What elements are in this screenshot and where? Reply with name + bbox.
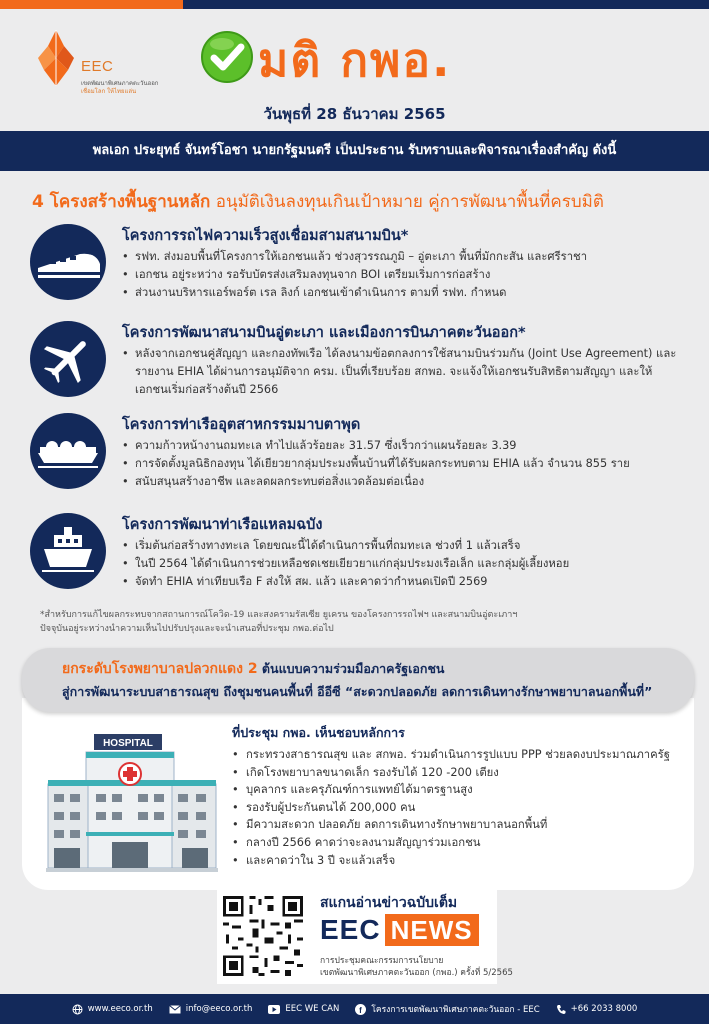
list-item: • รองรับผู้ประกันตนได้ 200,000 คน <box>232 799 670 817</box>
mail-icon <box>169 1005 181 1014</box>
page-title: มติ กพอ. <box>258 33 452 87</box>
footer-facebook[interactable] <box>355 1002 539 1016</box>
hospital-headline-line2: สู่การพัฒนาระบบสาธารณสุข ถึงชุมชนคนพื้นที่ อีอีซี “สะดวกปลอดภัย ลดการเดินทางรักษาพยาบาลนอกพื้นที่” <box>62 684 653 699</box>
eec-logo <box>34 28 159 98</box>
list-item: • เอกชน อยู่ระหว่าง รอรับบัตรส่งเสริมลงทุนจาก BOI เตรียมเริ่มการก่อสร้าง <box>122 266 682 284</box>
footer-text: www.eeco.or.th <box>87 1004 153 1014</box>
footnote-line: ปัจจุบันอยู่ระหว่างนำความเห็นไปปรับปรุงและจะนำเสนอที่ประชุม กพอ.ต่อไป <box>40 624 334 634</box>
logo-subtitle: เขตพัฒนาพิเศษภาคตะวันออก <box>81 80 159 87</box>
footer-text: EEC WE CAN <box>285 1004 340 1014</box>
chair-banner: พลเอก ประยุทธ์ จันทร์โอชา นายกรัฐมนตรี เป็นประธาน รับทราบและพิจารณาเรื่องสำคัญ ดังนี้ <box>0 131 709 171</box>
hospital-headline-navy: ต้นแบบความร่วมมือภาครัฐเอกชน <box>257 661 445 676</box>
list-item: • กลางปี 2566 คาดว่าจะลงนามสัญญาร่วมเอกชน <box>232 834 670 852</box>
meeting-line-2: เขตพัฒนาพิเศษภาคตะวันออก (กพอ.) ครั้งที่ 5/2565 <box>320 968 513 978</box>
list-item: • การจัดตั้งมูลนิธิกองทุน ได้เยียวยากลุ่มประมงพื้นบ้านที่ได้รับผลกระทบตาม EHIA แล้ว จำนวน 855 ราย <box>122 455 682 473</box>
footer-contact-bar <box>0 994 709 1024</box>
list-item: • สนับสนุนสร้างอาชีพ และลดผลกระทบต่อสิ่งแวดล้อมต่อเนื่อง <box>122 473 682 491</box>
hospital-points <box>232 723 670 869</box>
footer-video[interactable] <box>268 1004 339 1014</box>
project-items <box>122 248 682 302</box>
list-item: • จัดทำ EHIA ท่าเทียบเรือ F ส่งให้ สผ. แล้ว และคาดว่ากำหนดเปิดปี 2569 <box>122 573 682 591</box>
logo-tagline: เชื่อมโลก ให้ไทยแล่น <box>81 88 137 95</box>
list-item: • ความก้าวหน้างานถมทะเล ทำไปแล้วร้อยละ 31.57 ซึ่งเร็วกว่าแผนร้อยละ 3.39 <box>122 437 682 455</box>
project-title: โครงการพัฒนาท่าเรือแหลมฉบัง <box>122 517 323 533</box>
phone-icon <box>556 1004 566 1015</box>
svg-text:f: f <box>359 1005 363 1015</box>
footer-email[interactable] <box>169 1004 253 1014</box>
list-item: • บุคลากร และครุภัณฑ์การแพทย์ได้มาตรฐานสูง <box>232 781 670 799</box>
eec-news-logo <box>320 914 479 946</box>
section-heading-bold: 4 โครงสร้างพื้นฐานหลัก <box>32 192 211 212</box>
list-item: • ส่วนงานบริหารแอร์พอร์ต เรล ลิงก์ เอกชนเข้าดำเนินการ ตามที่ รฟท. กำหนด <box>122 284 682 302</box>
project-title: โครงการรถไฟความเร็วสูงเชื่อมสามสนามบิน* <box>122 228 409 244</box>
list-item: • มีความสะดวก ปลอดภัย ลดการเดินทางรักษาพยาบาลนอกพื้นที่ <box>232 816 670 834</box>
list-item: • หลังจากเอกชนคู่สัญญา และกองทัพเรือ ได้ลงนามข้อตกลงการใช้สนามบินร่วมกัน (Joint Use Agreement) และรายงาน EHIA ได้ผ่านการอนุมัติจาก ครม. เป็นที่เรียบร้อย สกพอ. จะแจ้งให้เอกชนรับสิทธิตามสัญญา และให้เอกชนเริ่มก่อสร้างต้นปี 2566 <box>122 345 682 399</box>
footer-text: +66 2033 8000 <box>570 1004 638 1014</box>
list-item: • และคาดว่าใน 3 ปี จะแล้วเสร็จ <box>232 852 670 870</box>
project-title: โครงการพัฒนาสนามบินอู่ตะเภา และเมืองการบินภาคตะวันออก* <box>122 325 526 341</box>
meeting-date: วันพุธที่ 28 ธันวาคม 2565 <box>263 105 446 123</box>
top-accent-bar <box>0 0 709 9</box>
news-brand-eec: EEC <box>320 914 381 945</box>
logo-text: EEC <box>81 58 114 75</box>
list-item: • รฟท. ส่งมอบพื้นที่โครงการให้เอกชนแล้ว ช่วงสุวรรณภูมิ – อู่ตะเภา พื้นที่มักกะสัน และศรีราชา <box>122 248 682 266</box>
footer-text: โครงการเขตพัฒนาพิเศษภาคตะวันออก - EEC <box>371 1005 540 1015</box>
news-brand-news: NEWS <box>385 914 479 946</box>
train-icon <box>30 224 106 300</box>
footer-phone[interactable] <box>556 1004 638 1015</box>
list-item: • กระทรวงสาธารณสุข และ สกพอ. ร่วมดำเนินการรูปแบบ PPP ช่วยลดงบประมาณภาครัฐ <box>232 746 670 764</box>
check-circle-icon <box>200 30 254 84</box>
footer-text: info@eeco.or.th <box>185 1004 253 1014</box>
facebook-icon <box>355 1004 366 1015</box>
project-items <box>122 537 682 591</box>
hospital-headline-box <box>22 648 694 712</box>
lng-ship-icon <box>30 413 106 489</box>
footnote-line: *สำหรับการแก้ไขผลกระทบจากสถานการณ์โควิด-19 และสงครามรัสเซีย ยูเครน ของโครงการรถไฟฯ และสนามบินอู่ตะเภาฯ <box>40 610 518 620</box>
qr-code-icon[interactable] <box>220 893 306 979</box>
project-items <box>122 437 682 491</box>
hospital-sign: HOSPITAL <box>103 738 153 749</box>
meeting-line-1: การประชุมคณะกรรมการนโยบาย <box>320 956 444 966</box>
airplane-icon <box>30 321 106 397</box>
project-items <box>122 345 682 399</box>
footer-website[interactable] <box>72 1004 153 1015</box>
list-item: • ในปี 2564 ได้ดำเนินการช่วยเหลือชดเชยเยียวยาแก่กลุ่มประมงเรือเล็ก และกลุ่มผู้เลี้ยงหอย <box>122 555 682 573</box>
hospital-points-title: ที่ประชุม กพอ. เห็นชอบหลักการ <box>232 725 405 740</box>
list-item: • เกิดโรงพยาบาลขนาดเล็ก รองรับได้ 120 -200 เตียง <box>232 764 670 782</box>
list-item: • เริ่มต้นก่อสร้างทางทะเล โดยขณะนี้ได้ดำเนินการพื้นที่ถมทะเล ช่วงที่ 1 แล้วเสร็จ <box>122 537 682 555</box>
hospital-headline-orange: ยกระดับโรงพยาบาลปลวกแดง 2 <box>62 661 258 677</box>
footnote <box>40 608 680 636</box>
section-heading-rest: อนุมัติเงินลงทุนเกินเป้าหมาย คู่การพัฒนาพื้นที่ครบมิติ <box>210 192 604 212</box>
section-heading <box>32 188 692 215</box>
video-icon <box>268 1005 280 1014</box>
project-title: โครงการท่าเรืออุตสาหกรรมมาบตาพุด <box>122 417 361 433</box>
eec-logo-mark-icon <box>34 28 78 90</box>
cargo-ship-icon <box>30 513 106 589</box>
scan-text: สแกนอ่านข่าวฉบับเต็ม <box>320 895 458 911</box>
hospital-building-icon <box>46 732 218 880</box>
globe-icon <box>72 1004 83 1015</box>
